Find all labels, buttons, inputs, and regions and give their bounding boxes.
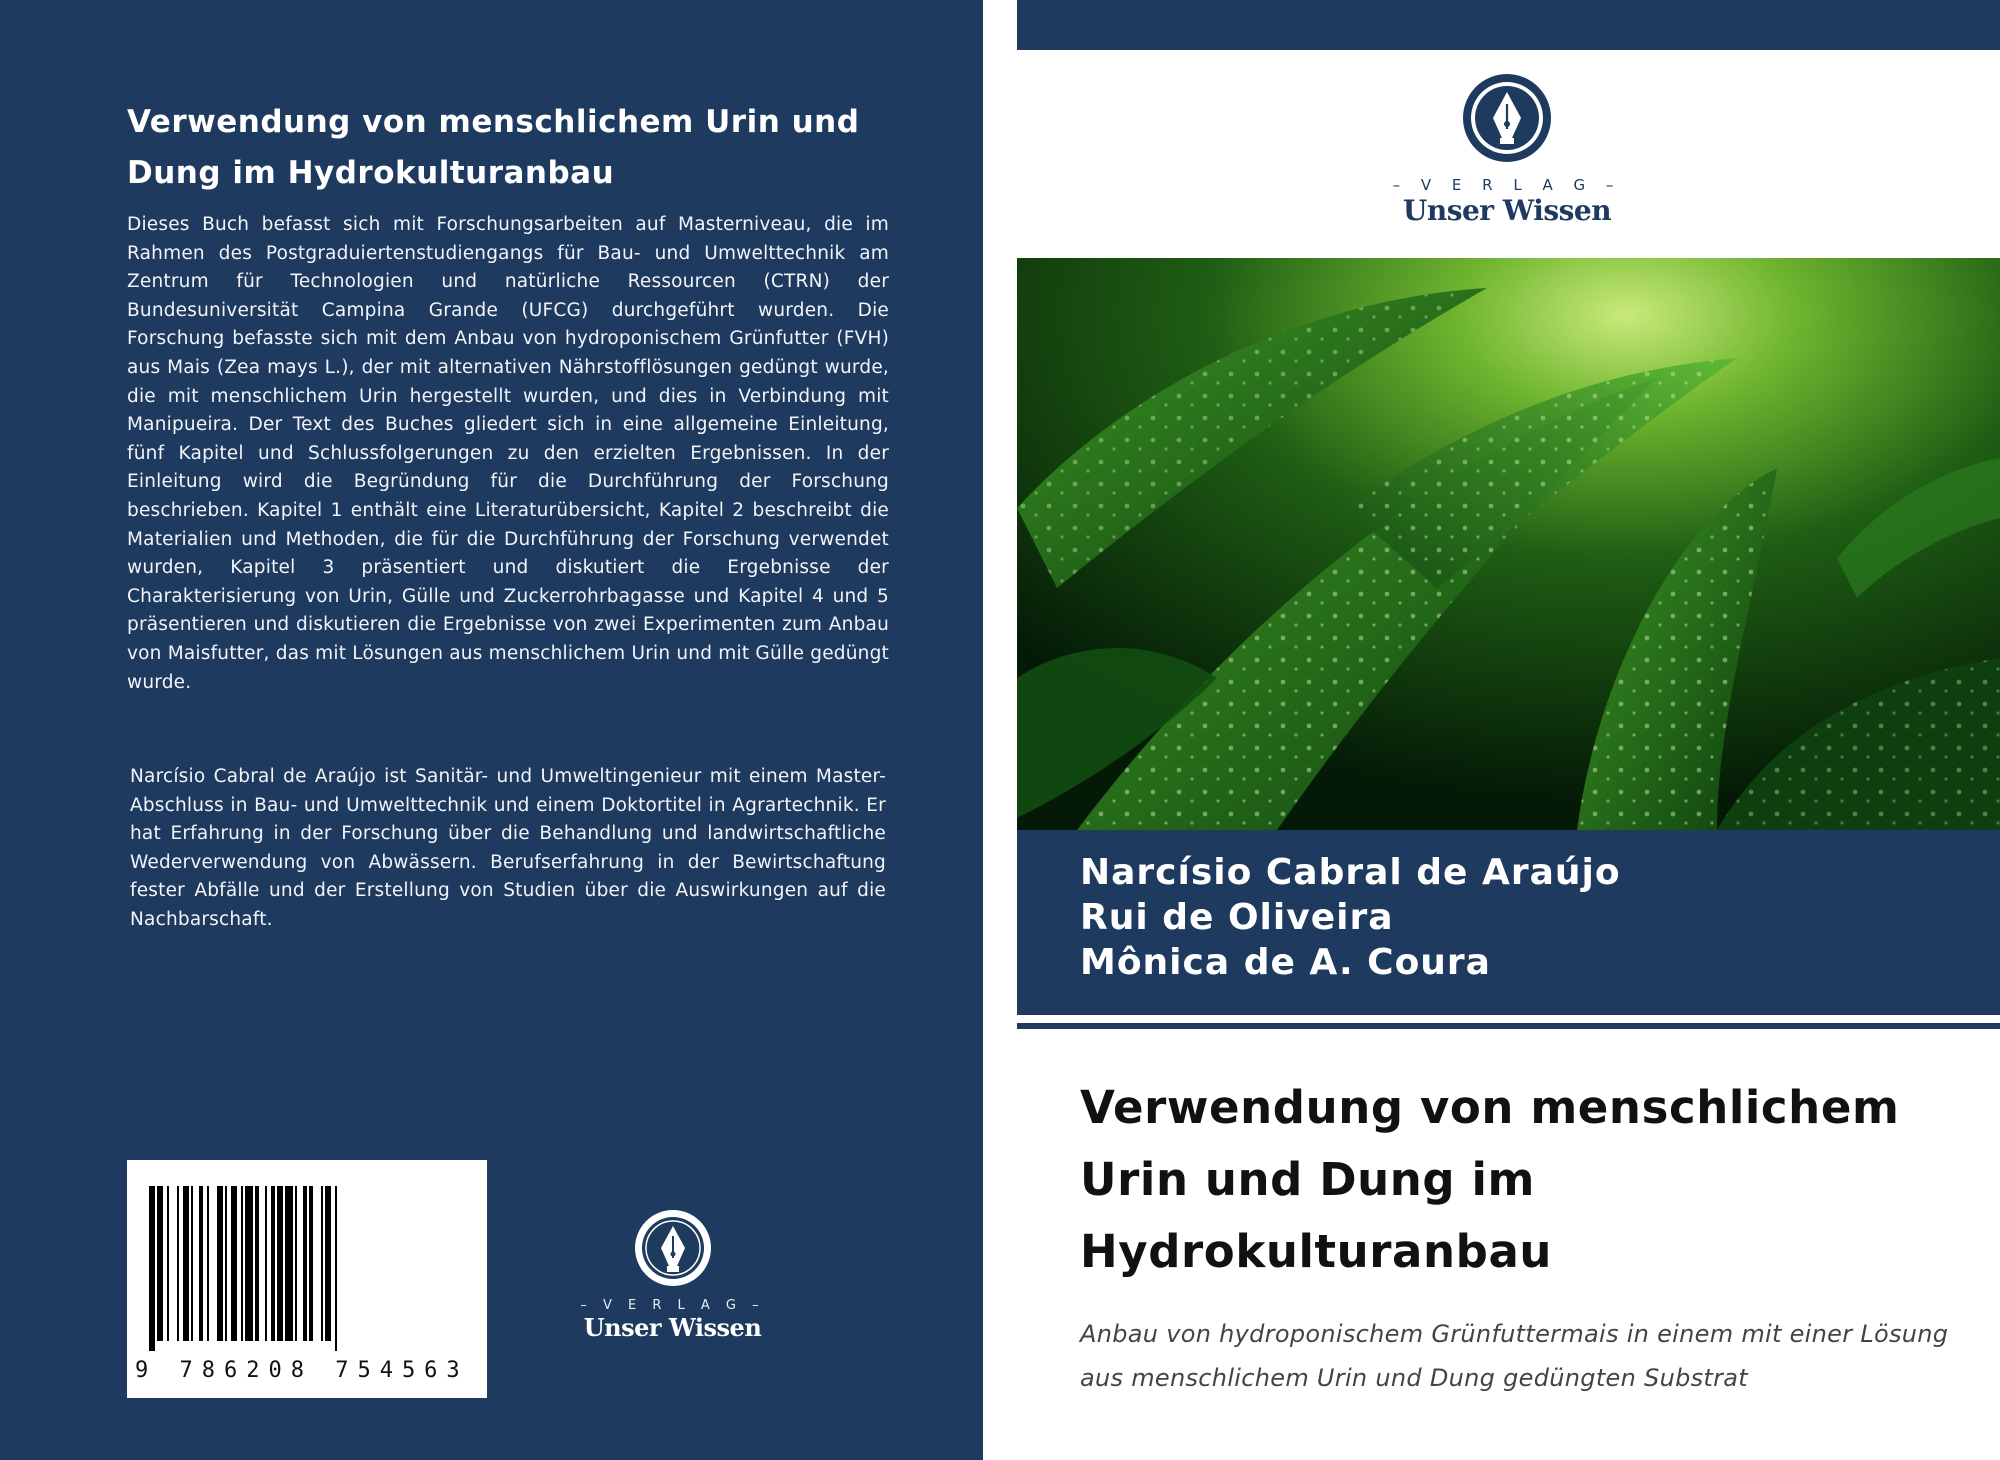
barcode-bars bbox=[149, 1186, 467, 1351]
author-biography: Narcísio Cabral de Araújo ist Sanitär- und Umweltingenieur mit einem Master-Abschluss in Bau- und Umwelttechnik und einem Doktortitel in Agrartechnik. Er hat Erfahrung in der Forschung über die Behandlung und landwirtschaftliche Wederverwendung von Abwässern. Berufserfahrung in der Bewirtschaftung fester Abfälle und der Erstellung von Studien über die Auswirkungen auf die Nachbarschaft. bbox=[130, 766, 886, 930]
author-3: Mônica de A. Coura bbox=[1080, 942, 1491, 983]
front-logo-brand: Unser Wissen bbox=[1402, 194, 1612, 227]
top-navy-bar bbox=[1017, 0, 2000, 50]
back-cover bbox=[0, 0, 983, 1460]
back-logo-brand: Unser Wissen bbox=[583, 1313, 762, 1342]
back-logo-verlag: – V E R L A G – bbox=[580, 1298, 765, 1313]
isbn-number: 9 786208 754563 bbox=[135, 1358, 469, 1383]
front-cover-title: Verwendung von menschlichem Urin und Dung im Hydrokulturanbau bbox=[1080, 1081, 1900, 1278]
front-cover bbox=[1017, 0, 2000, 1460]
authors-band bbox=[1017, 830, 2000, 1015]
fountain-pen-nib-icon bbox=[633, 1208, 713, 1288]
spine-gap bbox=[983, 0, 1017, 1460]
isbn-barcode bbox=[127, 1160, 487, 1398]
front-publisher-logo bbox=[1377, 72, 1637, 227]
divider-rule bbox=[1017, 1023, 2000, 1029]
author-2: Rui de Oliveira bbox=[1080, 897, 1394, 938]
cover-photo-green-leaves bbox=[1017, 258, 2000, 830]
fountain-pen-nib-icon bbox=[1461, 72, 1553, 164]
front-logo-verlag: – V E R L A G – bbox=[1392, 176, 1622, 194]
back-cover-title: Verwendung von menschlichem Urin und Dung im Hydrokulturanbau bbox=[127, 104, 860, 191]
back-publisher-logo bbox=[570, 1208, 775, 1342]
author-1: Narcísio Cabral de Araújo bbox=[1080, 852, 1621, 893]
front-cover-subtitle: Anbau von hydroponischem Grünfuttermais in einem mit einer Lösung aus menschlichem Urin und Dung gedüngten Substrat bbox=[1080, 1320, 1949, 1392]
book-description: Dieses Buch befasst sich mit Forschungsarbeiten auf Masterniveau, die im Rahmen des Postgraduiertenstudiengangs für Bau- und Umwelttechnik am Zentrum für Technologien und natürliche Ressourcen (CTRN) der Bundesuniversität Campina Grande (UFCG) durchgeführt wurden. Die Forschung befasste sich mit dem Anbau von hydroponischem Grünfutter (FVH) aus Mais (Zea mays L.), der mit alternativen Nährstofflösungen gedüngt wurde, die mit menschlichem Urin hergestellt wurden, und dies in Verbindung mit Manipueira. Der Text des Buches gliedert sich in eine allgemeine Einleitung, fünf Kapitel und Schlussfolgerungen zu den erzielten Ergebnissen. In der Einleitung wird die Begründung für die Durchführung der Forschung beschrieben. Kapitel 1 enthält eine Literaturübersicht, Kapitel 2 beschreibt die Materialien und Methoden, die für die Durchführung der Forschung verwendet wurden, Kapitel 3 präsentiert und diskutiert die Ergebnisse der Charakterisierung von Urin, Gülle und Zuckerrohrbagasse und Kapitel 4 und 5 präsentieren und diskutieren die Ergebnisse von zwei Experimenten zum Anbau von Maisfutter, das mit Lösungen aus menschlichem Urin und mit Gülle gedüngt wurde. bbox=[127, 214, 889, 693]
